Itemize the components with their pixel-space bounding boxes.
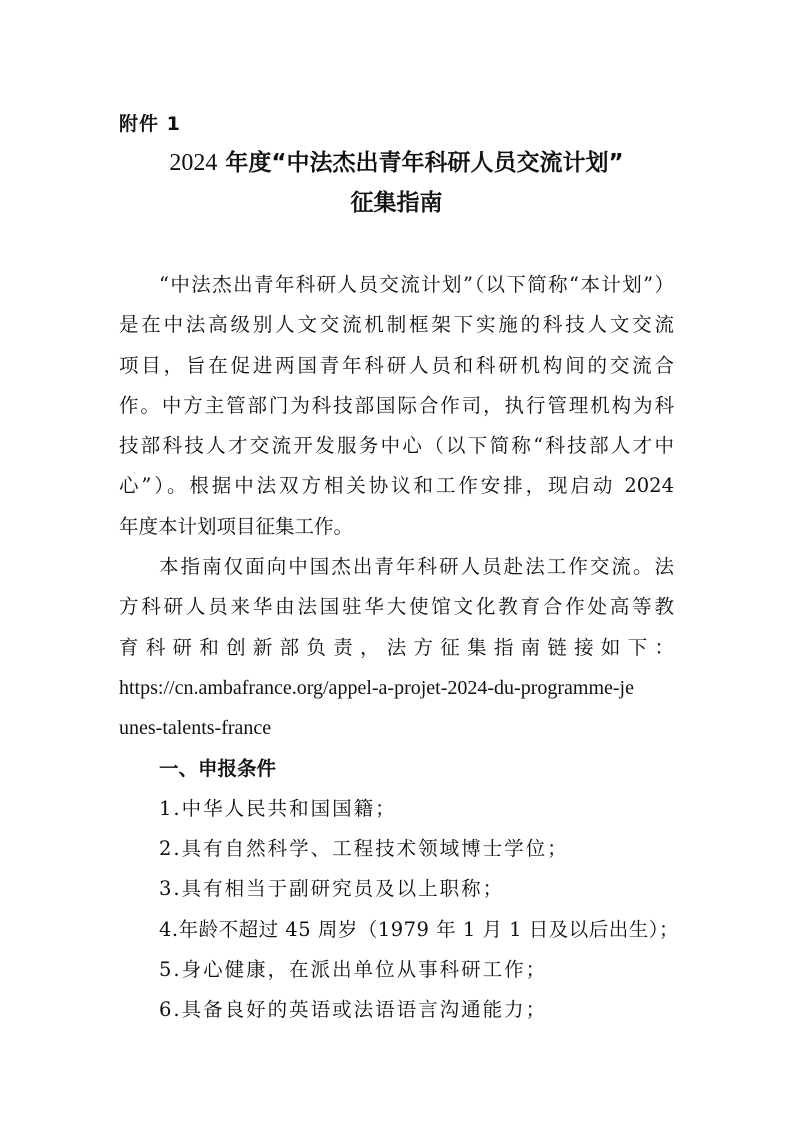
paragraph-line: 育科研和创新部负责，法方征集指南链接如下： xyxy=(119,635,674,659)
eligibility-item: 3.具有相当于副研究员及以上职称； xyxy=(159,877,505,901)
intro-paragraph xyxy=(119,265,674,547)
scope-paragraph xyxy=(119,547,674,748)
title-year: 2024 xyxy=(169,150,218,176)
attachment-label: 附件 1 xyxy=(119,113,181,135)
eligibility-item: 4.年龄不超过 45 周岁（1979 年 1 月 1 日及以后出生）； xyxy=(159,917,679,941)
paragraph-line: 年度本计划项目征集工作。 xyxy=(119,514,354,538)
french-guide-link-continued[interactable]: unes-talents-france xyxy=(119,717,272,740)
document-title-line2: 征集指南 xyxy=(350,190,443,216)
section-eligibility xyxy=(119,749,679,1031)
paragraph-line: 方科研人员来华由法国驻华大使馆文化教育合作处高等教 xyxy=(119,595,674,619)
paragraph-line: 项目，旨在促进两国青年科研人员和科研机构间的交流合 xyxy=(119,353,674,377)
title-text: 年度“中法杰出青年科研人员交流计划” xyxy=(217,150,624,176)
document-title-line1 xyxy=(0,144,793,177)
french-guide-link[interactable]: https://cn.ambafrance.org/appel-a-projet-2024-du-programme-je xyxy=(119,676,634,699)
paragraph-line: 心”）。根据中法双方相关协议和工作安排，现启动 2024 xyxy=(119,474,674,498)
paragraph-line: 是在中法高级别人文交流机制框架下实施的科技人文交流 xyxy=(119,313,674,337)
eligibility-item: 5.身心健康，在派出单位从事科研工作； xyxy=(159,958,548,982)
eligibility-item: 6.具备良好的英语或法语语言沟通能力； xyxy=(159,998,548,1022)
section-heading: 一、申报条件 xyxy=(159,756,277,780)
document-body xyxy=(119,265,679,1031)
paragraph-line: 技部科技人才交流开发服务中心（以下简称“科技部人才中 xyxy=(119,434,674,458)
eligibility-item: 1.中华人民共和国国籍； xyxy=(159,796,397,820)
paragraph-line: 作。中方主管部门为科技部国际合作司，执行管理机构为科 xyxy=(119,393,674,417)
eligibility-item: 2.具有自然科学、工程技术领域博士学位； xyxy=(159,837,569,861)
paragraph-line: “中法杰出青年科研人员交流计划”（以下简称“本计划”） xyxy=(159,273,674,296)
paragraph-line: 本指南仅面向中国杰出青年科研人员赴法工作交流。法 xyxy=(159,555,674,579)
